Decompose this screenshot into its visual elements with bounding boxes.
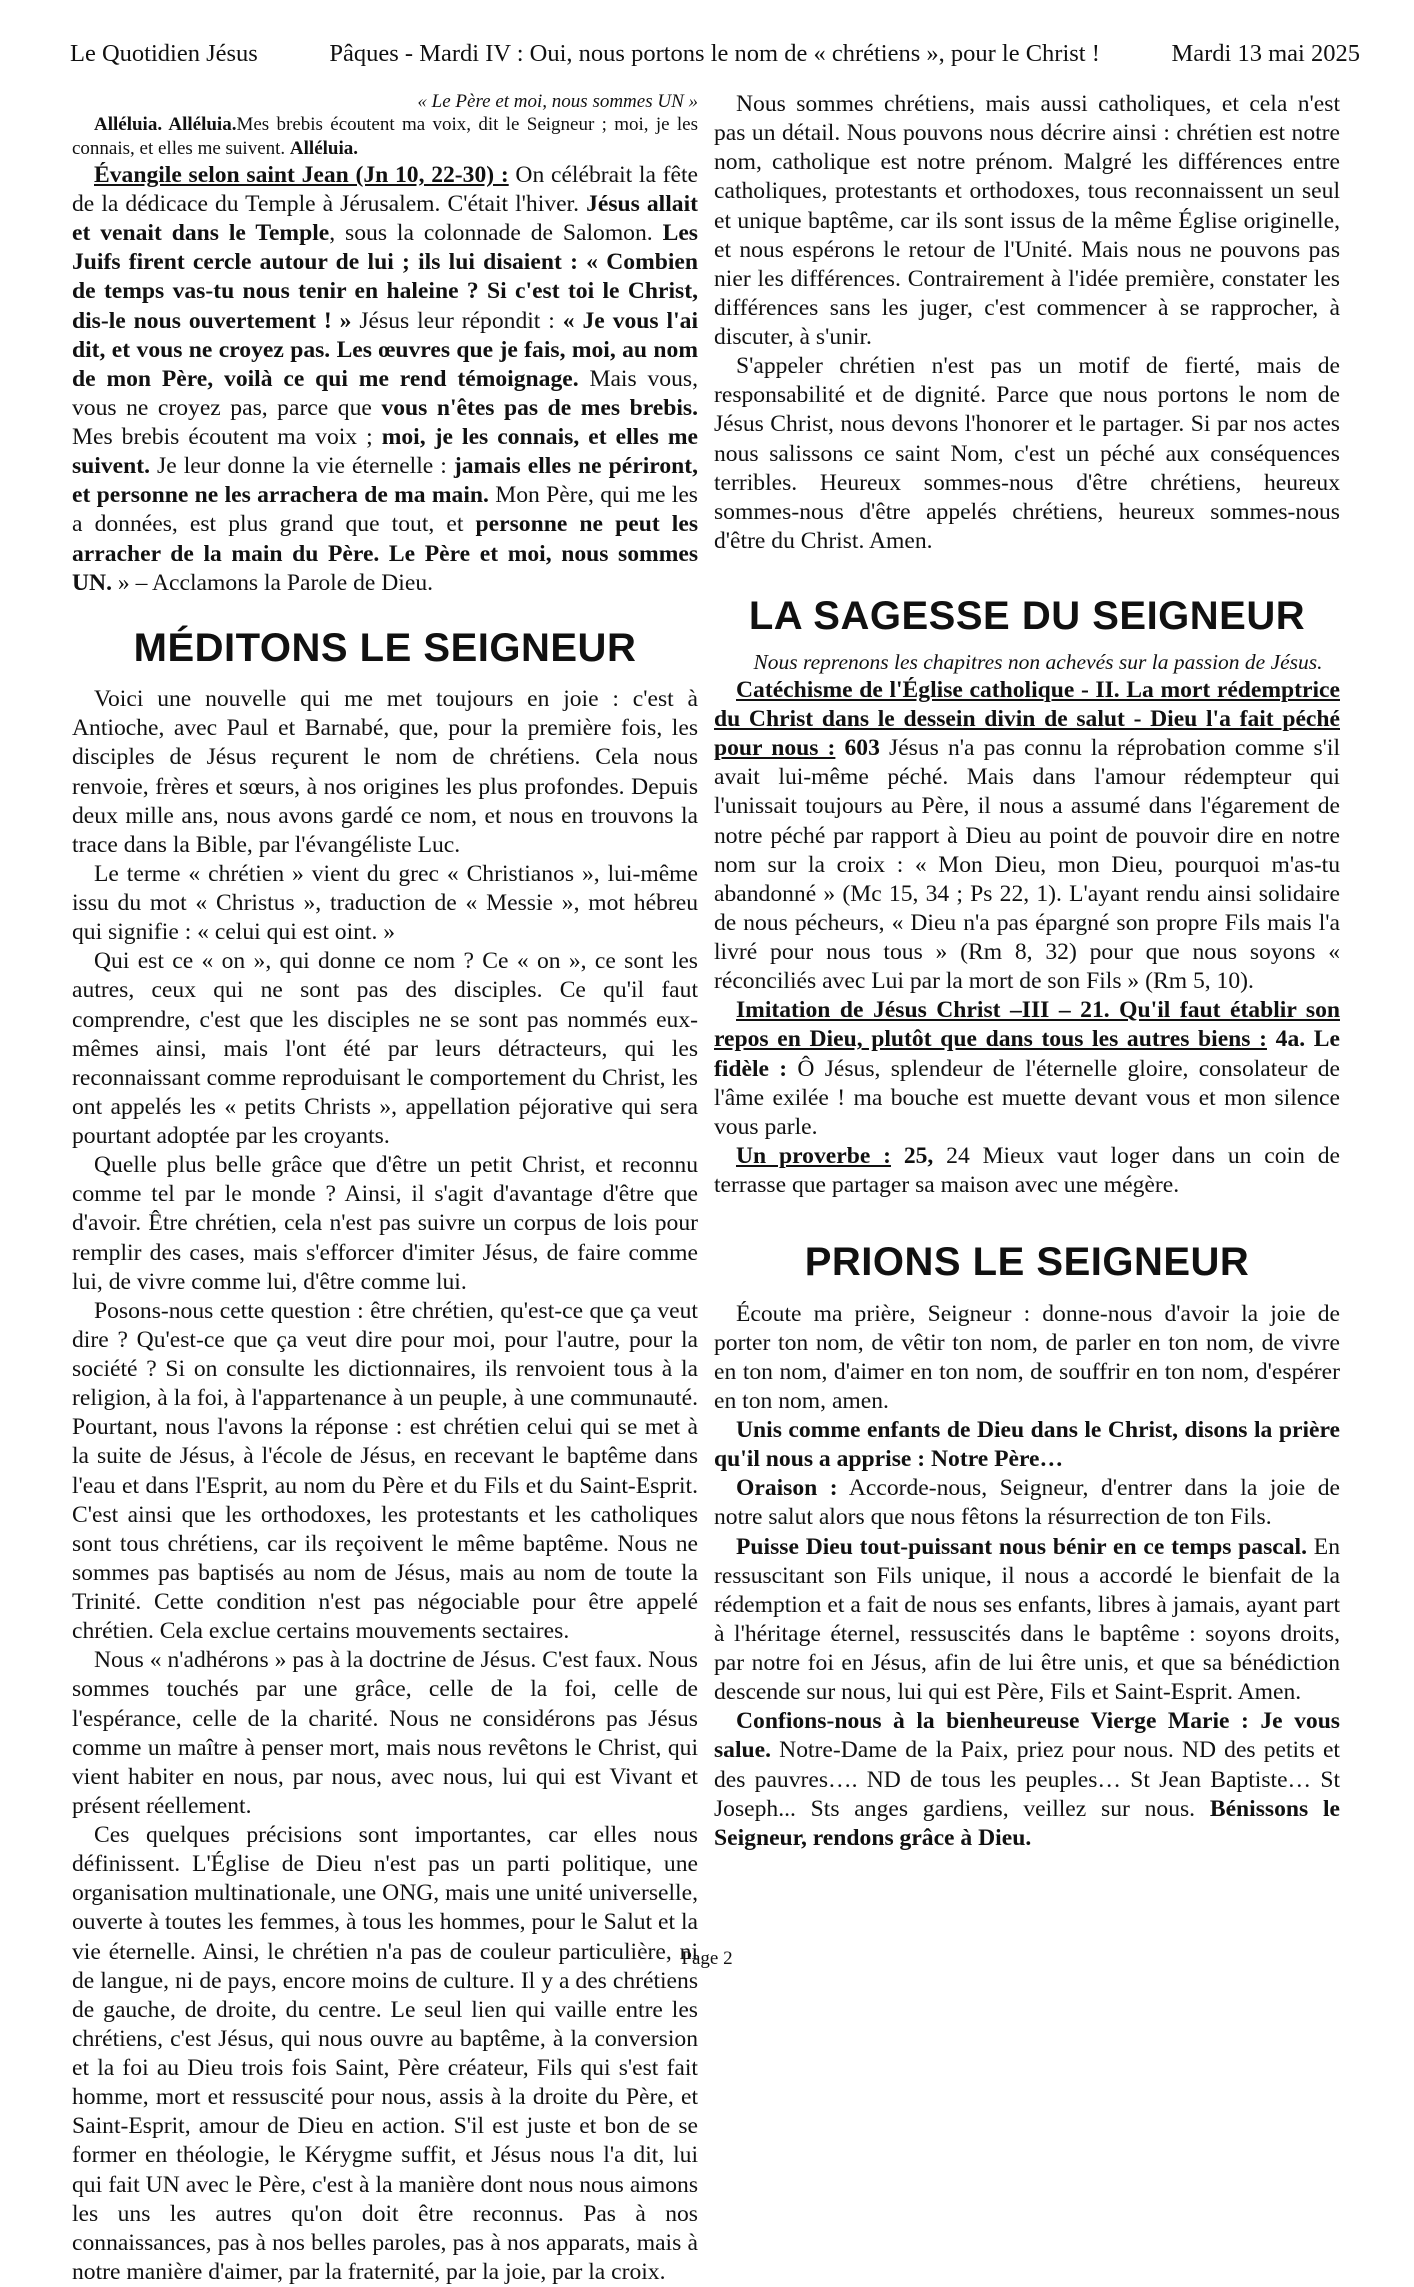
- gospel-b1: Jésus allait et venait dans le Temple: [72, 191, 698, 247]
- meditons-p3: Qui est ce « on », qui donne ce nom ? Ce « on », ce sont les autres, ceux qui ne sont pas des disciples. Ce qu'il faut comprendre, c'est que les disciples ne se sont pas nommés eux-mêmes ainsi, mais l'ont été par leurs détracteurs, qui les reconnaissant comme reproduisant le comportement du Christ, les ont appelés les « petits Christs », appellation péjorative qui sera pourtant adoptée par les croyants.: [72, 948, 698, 1150]
- gospel-b5: moi, je les connais, et elles me suivent.: [72, 424, 698, 480]
- day-title: Pâques - Mardi IV : Oui, nous portons le nom de « chrétiens », pour le Christ !: [329, 40, 1100, 67]
- meditons-p9: S'appeler chrétien n'est pas un motif de fierté, mais de responsabilité et de dignité. Parce que nous portons le nom de Jésus Christ, nous devons l'honorer et le partager. Si par nos actes nous salissons ce saint Nom, c'est un péché aux conséquences terribles. Heureux sommes-nous d'être chrétiens, heureux sommes-nous d'être appelés chrétiens, heureux sommes-nous d'être du Christ. Amen.: [714, 353, 1340, 554]
- alleluia-verse: [72, 113, 698, 161]
- imitation-reference: Imitation de Jésus Christ –III – 21. Qu'il faut établir son repos en Dieu, plutôt que dans tous les autres biens :: [714, 997, 1340, 1053]
- prayer-p5-text: Notre-Dame de la Paix, priez pour nous. ND des petits et des pauvres…. ND de tous les peuples… St Jean Baptiste… St Joseph... Sts anges gardiens, veillez sur nous.: [714, 1737, 1340, 1822]
- alleluia-label: Alléluia. Alléluia.: [94, 114, 237, 136]
- catechism-reference: Catéchisme de l'Église catholique - II. La mort rédemptrice du Christ dans le dessein divin de salut - Dieu l'a fait péché pour nous :: [714, 676, 1340, 762]
- prayer-p4: [714, 1533, 1340, 1708]
- imitation-number: 4a. Le fidèle :: [714, 1026, 1341, 1082]
- gospel-b2: Les Juifs firent cercle autour de lui ; ils lui disaient : « Combien de temps vas-tu nous tenir en haleine ? Si c'est toi le Christ, dis-le nous ouvertement ! »: [72, 220, 698, 334]
- prayer-p2: [714, 1416, 1340, 1474]
- gospel-reference: Évangile selon saint Jean (Jn 10, 22-30) :: [94, 161, 509, 188]
- prayer-p3-bold: Oraison :: [736, 1475, 838, 1502]
- imitation-text: [714, 996, 1340, 1142]
- gospel-t5: Mes brebis écoutent ma voix ;: [72, 424, 382, 451]
- prayer-p4-text: En ressuscitant son Fils unique, il nous a accordé le bienfait de la rédemption et a fait de nous ses enfants, libres à jamais, ayant part à l'héritage éternel, ressuscités dans le baptême : soyons droits, par notre foi en Jésus, afin de lui être unis, et que sa bénédiction descende sur nous, lui qui est Père, Fils et Saint-Esprit. Amen.: [714, 1533, 1340, 1706]
- page-header: [70, 40, 1360, 68]
- gospel-b6: jamais elles ne périront, et personne ne les arrachera de ma main.: [72, 453, 698, 509]
- gospel-text: [72, 161, 698, 598]
- gospel-t2: , sous la colonnade de Salomon.: [329, 220, 663, 247]
- catechism-body: Jésus n'a pas connu la réprobation comme s'il avait lui-même péché. Mais dans l'amour rédempteur qui l'unissait toujours au Père, il nous a assumé dans l'égarement de notre péché par rapport à Dieu au point de pouvoir dire en notre nom sur la croix : « Mon Dieu, mon Dieu, pourquoi m'as-tu abandonné » (Mc 15, 34 ; Ps 22, 1). L'ayant rendu ainsi solidaire de nous pécheurs, « Dieu n'a pas épargné son propre Fils mais l'a livré pour nous tous » (Rm 8, 32) pour que nous soyons « réconciliés avec Lui par la mort de son Fils » (Rm 5, 10).: [714, 735, 1340, 995]
- imitation-body: Ô Jésus, splendeur de l'éternelle gloire, consolateur de l'âme exilée ! ma bouche est muette devant vous et mon silence vous parle.: [714, 1055, 1340, 1140]
- proverb-reference: Un proverbe :: [736, 1142, 891, 1169]
- gospel-t6: Je leur donne la vie éternelle :: [150, 453, 454, 480]
- alleluia-end: Alléluia.: [289, 138, 359, 160]
- alleluia-text: Mes brebis écoutent ma voix, dit le Seigneur ; moi, je les connais, et elles me suivent.: [72, 114, 698, 160]
- proverb-text: [714, 1142, 1340, 1200]
- gospel-t1: On célébrait la fête de la dédicace du Temple à Jérusalem. C'était l'hiver.: [72, 161, 698, 218]
- prayer-p5-bold: Confions-nous à la bienheureuse Vierge Marie : Je vous salue.: [714, 1708, 1340, 1764]
- meditons-p8: Nous sommes chrétiens, mais aussi catholiques, et cela n'est pas un détail. Nous pouvons nous décrire ainsi : chrétien est notre nom, catholique est notre prénom. Malgré les différences entre catholiques, protestants et orthodoxes, tous reconnaissent un seul et unique baptême, car ils sont issus de la même Église originelle, et nous espérons le retour de l'Unité. Mais nous ne pouvons pas nier les différences. Contrairement à l'idée première, constater les différences sans les juger, c'est commencer à se rapprocher, à discuter, à s'unir.: [714, 91, 1340, 350]
- right-column: [714, 90, 1340, 1853]
- prayer-p2-bold: Unis comme enfants de Dieu dans le Christ, disons la prière qu'il nous a apprise : Notre Père…: [714, 1417, 1340, 1473]
- gospel-quote: « Le Père et moi, nous sommes UN »: [417, 91, 698, 112]
- meditons-p6: Nous « n'adhérons » pas à la doctrine de Jésus. C'est faux. Nous sommes touchés par une grâce, celle de la foi, celle de l'espérance, celle de la charité. Nous ne considérons pas Jésus comme un maître à penser mort, mais nous revêtons le Christ, qui vient habiter en nous, par nous, avec nous, lui qui est Vivant et présent réellement.: [72, 1647, 698, 1819]
- gospel-t7: Mon Père, qui me les a données, est plus grand que tout, et: [72, 482, 698, 538]
- prayer-p5-end: Bénissons le Seigneur, rendons grâce à Dieu.: [714, 1795, 1340, 1851]
- sagesse-note: Nous reprenons les chapitres non achevés sur la passion de Jésus.: [753, 650, 1323, 675]
- proverb-number: 25,: [890, 1142, 934, 1169]
- meditons-p7: Ces quelques précisions sont importantes, car elles nous définissent. L'Église de Dieu n'est pas un parti politique, une organisation multinationale, une ONG, mais une unité universelle, ouverte à toutes les femmes, à tous les hommes, pour le Salut et la vie éternelle. Ainsi, le chrétien n'a pas de couleur particulière, ni de langue, ni de pays, encore moins de culture. Il y a des chrétiens de gauche, de droite, du centre. Le seul lien qui vaille entre les chrétiens, c'est Jésus, qui nous ouvre au baptême, à la conversion et la foi au Dieu trois fois Saint, Père créateur, Fils qui s'est fait homme, mort et ressuscité pour nous, assis à la droite du Père, et Saint-Esprit, amour de Dieu en action. S'il est juste et bon de se former en théologie, le Kérygme suffit, et Jésus nous l'a dit, lui qui fait UN avec le Père, c'est à la manière dont nous nous aimons les uns les autres qu'on doit être reconnus. Pas à nos connaissances, pas à nos belles paroles, pas à nos apparats, mais à notre manière d'aimer, par la fraternité, par la joie, par la croix.: [72, 1822, 698, 2285]
- date: Mardi 13 mai 2025: [1171, 40, 1360, 67]
- left-column: [72, 90, 698, 2285]
- gospel-t3: Jésus leur répondit :: [351, 307, 563, 334]
- proverb-body: 24 Mieux vaut loger dans un coin de terrasse que partager sa maison avec une mégère.: [714, 1142, 1340, 1199]
- gospel-t8: » – Acclamons la Parole de Dieu.: [111, 569, 434, 596]
- page-number: Page 2: [681, 1948, 733, 1969]
- prayer-p1: Écoute ma prière, Seigneur : donne-nous d'avoir la joie de porter ton nom, de vêtir ton nom, de parler en ton nom, de vivre en ton nom, d'aimer en ton nom, de souffrir en ton nom, d'espérer en ton nom, amen.: [714, 1300, 1340, 1414]
- section-title-prions: PRIONS LE SEIGNEUR: [804, 1240, 1250, 1285]
- gospel-t4: Mais vous, vous ne croyez pas, parce que: [72, 365, 698, 421]
- gospel-b4: vous n'êtes pas de mes brebis.: [381, 394, 698, 421]
- gospel-b7: personne ne peut les arracher de la main du Père. Le Père et moi, nous sommes UN.: [72, 511, 698, 596]
- section-title-meditons: MÉDITONS LE SEIGNEUR: [133, 625, 637, 670]
- catechism-number: 603: [835, 735, 880, 762]
- gospel-b3: « Je vous l'ai dit, et vous ne croyez pas. Les œuvres que je fais, moi, au nom de mon Père, voilà ce qui me rend témoignage.: [72, 307, 698, 392]
- meditons-p1: Voici une nouvelle qui me met toujours en joie : c'est à Antioche, avec Paul et Barnabé, que, pour la première fois, les disciples de Jésus reçurent le nom de chrétiens. Cela nous renvoie, frères et sœurs, à nos origines les plus profondes. Depuis deux mille ans, nous avons gardé ce nom, et nous en trouvons la trace dans la Bible, par l'évangéliste Luc.: [72, 686, 698, 858]
- prayer-p4-bold: Puisse Dieu tout-puissant nous bénir en ce temps pascal.: [736, 1533, 1307, 1560]
- meditons-p5: Posons-nous cette question : être chrétien, qu'est-ce que ça veut dire ? Qu'est-ce que ça veut dire pour moi, pour l'autre, pour la société ? Si on consulte les dictionnaires, ils renvoient tous à la religion, à la foi, à l'appartenance à un peuple, à une communauté. Pourtant, nous l'avons la réponse : est chrétien celui qui se met à la suite de Jésus, à l'école de Jésus, en recevant le baptême dans l'eau et dans l'Esprit, au nom du Père et du Fils et du Saint-Esprit. C'est ainsi que les orthodoxes, les protestants et les catholiques sont tous chrétiens, car ils reçoivent le même baptême. Nous ne sommes pas baptisés au nom de Jésus, mais au nom de toute la Trinité. Cette condition n'est pas négociable pour être appelé chrétien. Cela exclue certains mouvements sectaires.: [72, 1297, 698, 1645]
- meditons-p4: Quelle plus belle grâce que d'être un petit Christ, et reconnu comme tel par le monde ? Ainsi, il s'agit d'avantage d'être que d'avoir. Être chrétien, cela n'est pas suivre un corpus de lois pour remplir des cases, mais s'efforcer d'imiter Jésus, de faire comme lui, de vivre comme lui, d'être comme lui.: [72, 1152, 698, 1295]
- prayer-p3-text: Accorde-nous, Seigneur, d'entrer dans la joie de notre salut alors que nous fêtons la résurrection de ton Fils.: [714, 1475, 1340, 1531]
- prayer-p5: [714, 1707, 1340, 1853]
- meditons-p2: Le terme « chrétien » vient du grec « Christianos », lui-même issu du mot « Christus », traduction de « Messie », mot hébreu qui signifie : « celui qui est oint. »: [72, 860, 698, 946]
- publication-title: Le Quotidien Jésus: [70, 40, 258, 67]
- catechism-text: [714, 676, 1340, 996]
- section-title-sagesse: LA SAGESSE DU SEIGNEUR: [748, 594, 1306, 638]
- prayer-p3: [714, 1474, 1340, 1532]
